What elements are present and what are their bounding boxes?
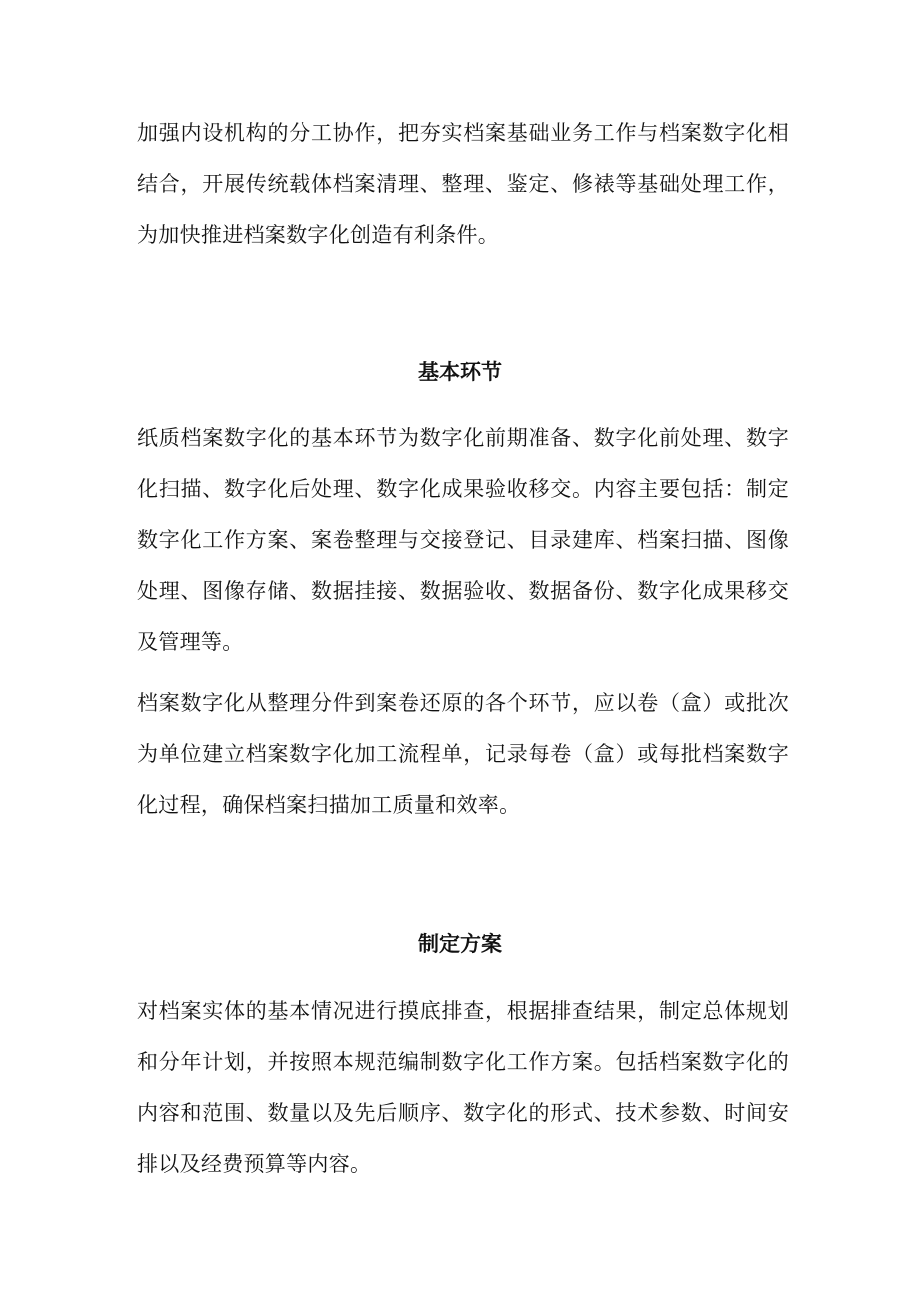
intro-paragraph: 加强内设机构的分工协作，把夯实档案基础业务工作与档案数字化相结合，开展传统载体档案清理、整理、鉴定、修裱等基础处理工作，为加快推进档案数字化创造有利条件。: [137, 121, 789, 247]
plan-paragraph-1: 对档案实体的基本情况进行摸底排查，根据排查结果，制定总体规划和分年计划，并按照本规范编制数字化工作方案。包括档案数字化的内容和范围、数量以及先后顺序、数字化的形式、技术参数、时间安排以及经费预算等内容。: [137, 999, 789, 1176]
basic-steps-paragraph-1: 纸质档案数字化的基本环节为数字化前期准备、数字化前处理、数字化扫描、数字化后处理、数字化成果验收移交。内容主要包括：制定数字化工作方案、案卷整理与交接登记、目录建库、档案扫描、图像处理、图像存储、数据挂接、数据验收、数据备份、数字化成果移交及管理等。: [137, 426, 789, 654]
basic-steps-paragraph-2: 档案数字化从整理分件到案卷还原的各个环节，应以卷（盒）或批次为单位建立档案数字化加工流程单，记录每卷（盒）或每批档案数字化过程，确保档案扫描加工质量和效率。: [137, 691, 789, 817]
section-heading-plan: 制定方案: [418, 932, 502, 956]
section-heading-basic-steps: 基本环节: [418, 360, 502, 384]
